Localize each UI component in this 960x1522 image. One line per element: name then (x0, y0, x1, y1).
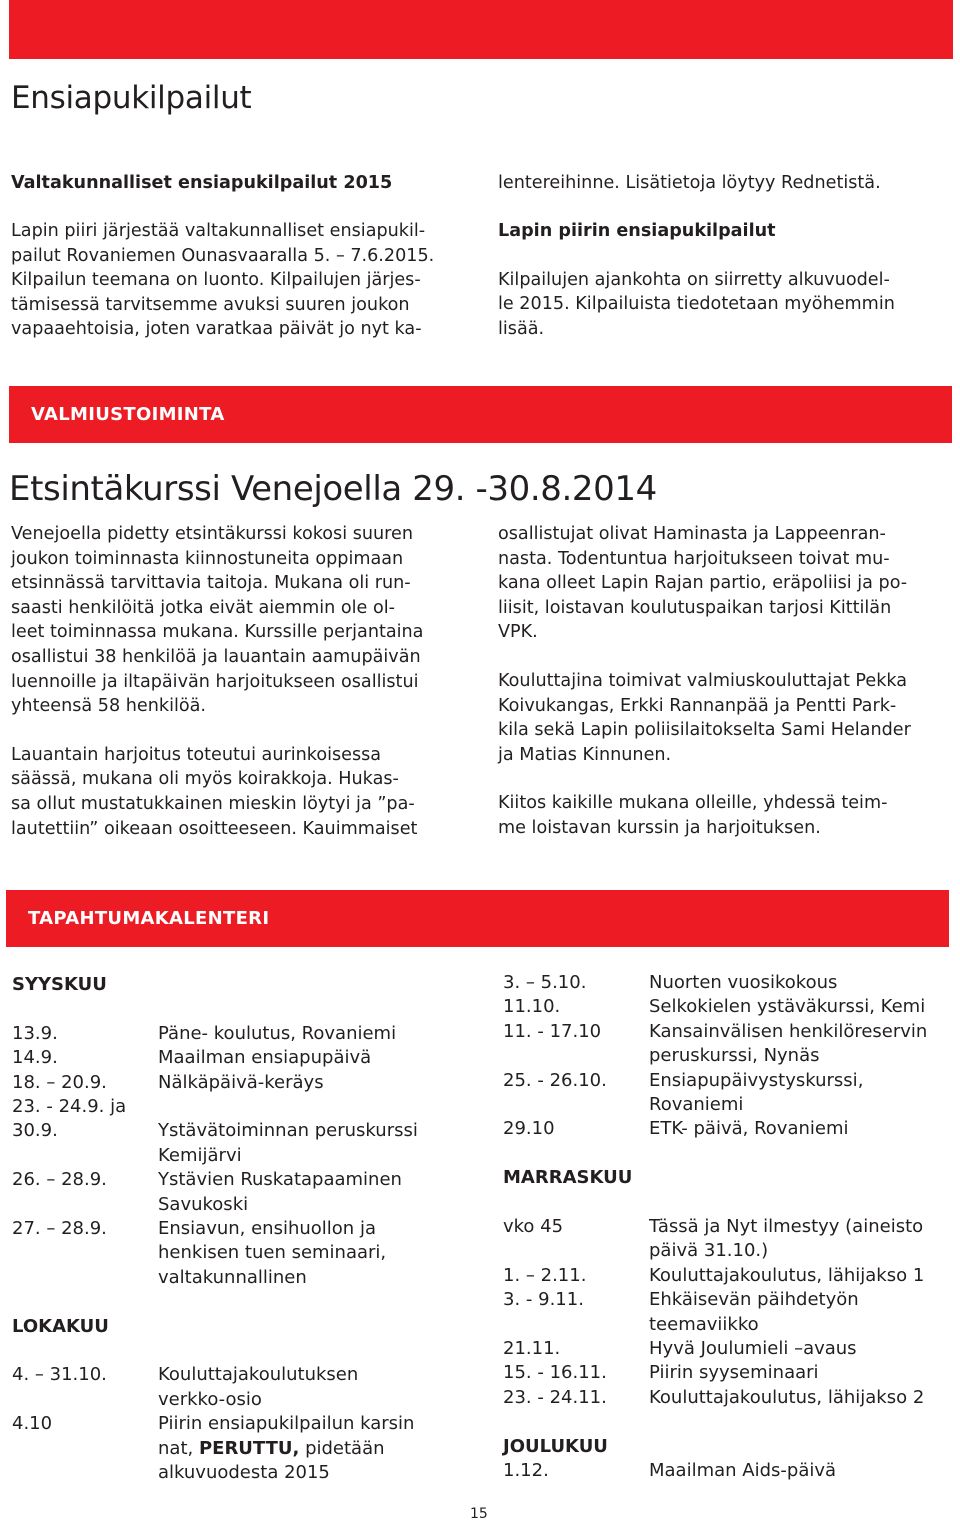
event-text: Nuorten vuosikokous (649, 972, 838, 993)
event-date (12, 1193, 158, 1217)
text-line: leet toiminnassa mukana. Kurssille perjantaina (11, 622, 424, 643)
section-bar-valmiustoiminta: VALMIUSTOIMINTA (9, 386, 952, 443)
article-paragraph (11, 743, 471, 841)
calendar-row (503, 1117, 927, 1141)
event-date: 29.10 (503, 1118, 555, 1140)
calendar-row (12, 1363, 418, 1387)
article-right-column (498, 522, 950, 841)
month-heading-marraskuu: MARRASKUU (503, 1167, 633, 1189)
event-date (12, 1388, 158, 1412)
calendar-row (503, 1044, 927, 1068)
text-line: Kouluttajina toimivat valmiuskouluttajat Pekka (498, 670, 908, 691)
event-text: Kouluttajakoulutus, lähijakso 1 (649, 1264, 925, 1286)
text-line: pailut Rovaniemen Ounasvaaralla 5. – 7.6.2015. (11, 245, 435, 266)
november-events (503, 1215, 927, 1410)
calendar-row (12, 1095, 418, 1119)
event-text: Ystävätoiminnan peruskurssi (158, 1120, 418, 1142)
event-text: alkuvuodesta 2015 (158, 1462, 330, 1484)
calendar-left-column (12, 973, 482, 1485)
event-date (12, 1266, 158, 1290)
event-text: Maailman Aids-päivä (649, 1460, 837, 1482)
event-text: Maailman ensiapupäivä (158, 1047, 372, 1069)
calendar-row (12, 1266, 418, 1290)
calendar-row (503, 1020, 927, 1044)
calendar-row (503, 1239, 927, 1263)
calendar-row (12, 1168, 418, 1192)
text-line: Lapin piiri järjestää valtakunnalliset ensiapukil- (11, 221, 426, 242)
event-date: 27. – 28.9. (12, 1218, 107, 1240)
event-date (503, 1093, 649, 1117)
event-text: Piirin ensiapukilpailun karsin (158, 1413, 415, 1435)
competition-text (11, 219, 471, 341)
event-date: 4. – 31.10. (12, 1364, 107, 1386)
text-line: vapaaehtoisia, joten varatkaa päivät jo nyt ka- (11, 319, 422, 340)
page-number: 15 (470, 1506, 488, 1522)
event-text: valtakunnallinen (158, 1266, 307, 1288)
event-date: 3. - 9.11. (503, 1289, 584, 1311)
text-line: VPK. (498, 622, 538, 643)
text-line: Kilpailujen ajankohta on siirretty alkuvuodel- (498, 269, 890, 290)
text-line: le 2015. Kilpailuista tiedotetaan myöhemmin (498, 294, 895, 315)
event-date: 23. - 24.9. ja (12, 1096, 127, 1118)
calendar-row (503, 1215, 927, 1239)
event-date: 30.9. (12, 1120, 58, 1142)
calendar-row (12, 1022, 418, 1046)
lapland-competition-text (498, 268, 950, 341)
calendar-row (503, 1069, 927, 1093)
event-text: Rovaniemi (649, 1094, 744, 1116)
top-red-banner (9, 0, 953, 59)
article-paragraph (11, 522, 471, 719)
event-date: 18. – 20.9. (12, 1071, 107, 1093)
event-text: Ensiapupäivystyskurssi, (649, 1069, 864, 1091)
event-text: Nälkäpäivä-keräys (158, 1071, 324, 1093)
event-text: Kansainvälisen henkilöreservin (649, 1020, 928, 1042)
calendar-row (12, 1071, 418, 1095)
calendar-row (503, 1288, 927, 1312)
text-line: sa ollut mustatukkainen mieskin löytyi ja ”pa- (11, 793, 415, 814)
calendar-row (12, 1046, 418, 1070)
competition-right-column (498, 171, 950, 341)
event-text: verkko-osio (158, 1388, 262, 1410)
calendar-row (12, 1437, 418, 1461)
event-text: Selkokielen ystäväkurssi, Kemi (649, 996, 926, 1018)
calendar-row (503, 995, 927, 1019)
calendar-row (503, 971, 927, 995)
text-line: joukon toiminnasta kiinnostuneita oppimaan (11, 548, 404, 569)
text-line: Kiitos kaikille mukana olleille, yhdessä teim- (498, 793, 888, 814)
event-text: teemaviikko (649, 1313, 759, 1335)
text-line: yhteensä 58 henkilöä. (11, 696, 207, 717)
text-line: kana olleet Lapin Rajan partio, eräpoliisi ja po- (498, 573, 908, 594)
event-text: Ystävien Ruskatapaaminen (158, 1169, 402, 1191)
event-date: 21.11. (503, 1338, 561, 1360)
event-text: Savukoski (158, 1193, 249, 1215)
event-date: vko 45 (503, 1216, 564, 1238)
text-line: nasta. Todentuntua harjoitukseen toivat mu- (498, 548, 890, 569)
event-text: Kouluttajakoulutuksen (158, 1364, 359, 1386)
event-date: 15. - 16.11. (503, 1362, 607, 1384)
event-text: Tässä ja Nyt ilmestyy (aineisto (649, 1216, 924, 1238)
event-text: peruskurssi, Nynäs (649, 1045, 820, 1067)
calendar-row (503, 1313, 927, 1337)
lapland-competition-heading: Lapin piirin ensiapukilpailut (498, 221, 776, 242)
text-line: osallistujat olivat Haminasta ja Lappeenran- (498, 524, 886, 544)
calendar-row (503, 1264, 927, 1288)
article-title: Etsintäkurssi Venejoella 29. -30.8.2014 (9, 469, 657, 509)
section-bar-tapahtumakalenteri: TAPAHTUMAKALENTERI (6, 890, 949, 947)
event-date: 25. - 26.10. (503, 1069, 607, 1091)
month-heading-joulukuu: JOULUKUU (503, 1435, 608, 1457)
event-date: 13.9. (12, 1022, 58, 1044)
event-text: Ensiavun, ensihuollon ja (158, 1218, 376, 1240)
calendar-row (12, 1119, 418, 1143)
event-text: Ehkäisevän päihdetyön (649, 1289, 859, 1311)
text-line: Lauantain harjoitus toteutui aurinkoisessa (11, 744, 382, 765)
october-events-continued (503, 971, 927, 1142)
calendar-right-column (503, 971, 953, 1483)
event-date (503, 1313, 649, 1337)
calendar-row (12, 1193, 418, 1217)
text-line: lautettiin” oikeaan osoitteeseen. Kauimmaiset (11, 818, 418, 839)
text-line: kila sekä Lapin poliisilaitokselta Sami Helander (498, 720, 911, 741)
event-text: Piirin syyseminaari (649, 1362, 819, 1384)
text-line: etsinnässä tarvittavia taitoja. Mukana oli run- (11, 573, 411, 594)
page-title: Ensiapukilpailut (11, 80, 252, 116)
event-text: ETK- päivä, Rovaniemi (649, 1118, 849, 1140)
event-date: 11. - 17.10 (503, 1020, 602, 1042)
event-date (12, 1241, 158, 1265)
text-line: tämisessä tarvitsemme avuksi suuren joukon (11, 294, 410, 315)
october-events (12, 1363, 418, 1436)
calendar-row (503, 1459, 927, 1483)
calendar-row (12, 1144, 418, 1168)
event-date (503, 1044, 649, 1068)
calendar-row (503, 1361, 927, 1385)
december-events (503, 1459, 927, 1483)
calendar-row (503, 1093, 927, 1117)
calendar-row (12, 1388, 418, 1412)
calendar-row (503, 1337, 927, 1361)
article-paragraph (498, 791, 950, 840)
text-line: osallistui 38 henkilöä ja lauantain aamupäivän (11, 646, 421, 667)
text-line: ja Matias Kinnunen. (498, 744, 672, 765)
competition-text-continued: lentereihinne. Lisätietoja löytyy Rednetistä. (498, 173, 881, 193)
article-paragraph (498, 669, 950, 767)
calendar-row (12, 1241, 418, 1265)
calendar-row (12, 1461, 418, 1485)
text-line: Venejoella pidetty etsintäkurssi kokosi suuren (11, 524, 413, 544)
month-heading-syyskuu: SYYSKUU (12, 974, 107, 995)
event-text: henkisen tuen seminaari, (158, 1242, 387, 1264)
competition-left-column (11, 171, 471, 341)
event-date: 14.9. (12, 1047, 58, 1069)
september-events (12, 1022, 418, 1290)
event-date (12, 1144, 158, 1168)
competition-heading: Valtakunnalliset ensiapukilpailut 2015 (11, 173, 393, 193)
text-line: liisit, loistavan koulutuspaikan tarjosi Kittilän (498, 597, 892, 618)
calendar-row (12, 1412, 418, 1436)
text-line: Kilpailun teemana on luonto. Kilpailujen järjes- (11, 270, 421, 291)
article-left-column (11, 522, 471, 841)
text-line: Koivukangas, Erkki Rannanpää ja Pentti Park- (498, 695, 897, 716)
event-date: 23. - 24.11. (503, 1386, 607, 1408)
text-line: lisää. (498, 318, 545, 339)
text-line: saasti henkilöitä jotka eivät aiemmin ole ol- (11, 597, 395, 618)
event-date: 4.10 (12, 1413, 53, 1435)
event-text: Hyvä Joulumieli –avaus (649, 1338, 857, 1360)
event-date: 3. – 5.10. (503, 972, 587, 993)
text-line: säässä, mukana oli myös koirakkoja. Hukas- (11, 769, 399, 790)
article-paragraph (498, 522, 950, 645)
calendar-row (503, 1386, 927, 1410)
event-date: 26. – 28.9. (12, 1169, 107, 1191)
month-heading-lokakuu: LOKAKUU (12, 1315, 109, 1337)
event-text: päivä 31.10.) (649, 1240, 769, 1262)
event-text: Kouluttajakoulutus, lähijakso 2 (649, 1386, 925, 1408)
event-text: Kemijärvi (158, 1144, 242, 1166)
event-date: 1. – 2.11. (503, 1264, 587, 1286)
event-text (158, 1095, 418, 1119)
event-text: Päne- koulutus, Rovaniemi (158, 1022, 397, 1044)
event-date: 11.10. (503, 996, 561, 1018)
text-line: luennoille ja iltapäivän harjoitukseen osallistui (11, 671, 419, 692)
text-line: me loistavan kurssin ja harjoituksen. (498, 817, 821, 838)
event-date: 1.12. (503, 1460, 549, 1482)
calendar-row (12, 1217, 418, 1241)
event-date (503, 1239, 649, 1263)
event-text: nat, PERUTTU, pidetään (158, 1437, 385, 1459)
